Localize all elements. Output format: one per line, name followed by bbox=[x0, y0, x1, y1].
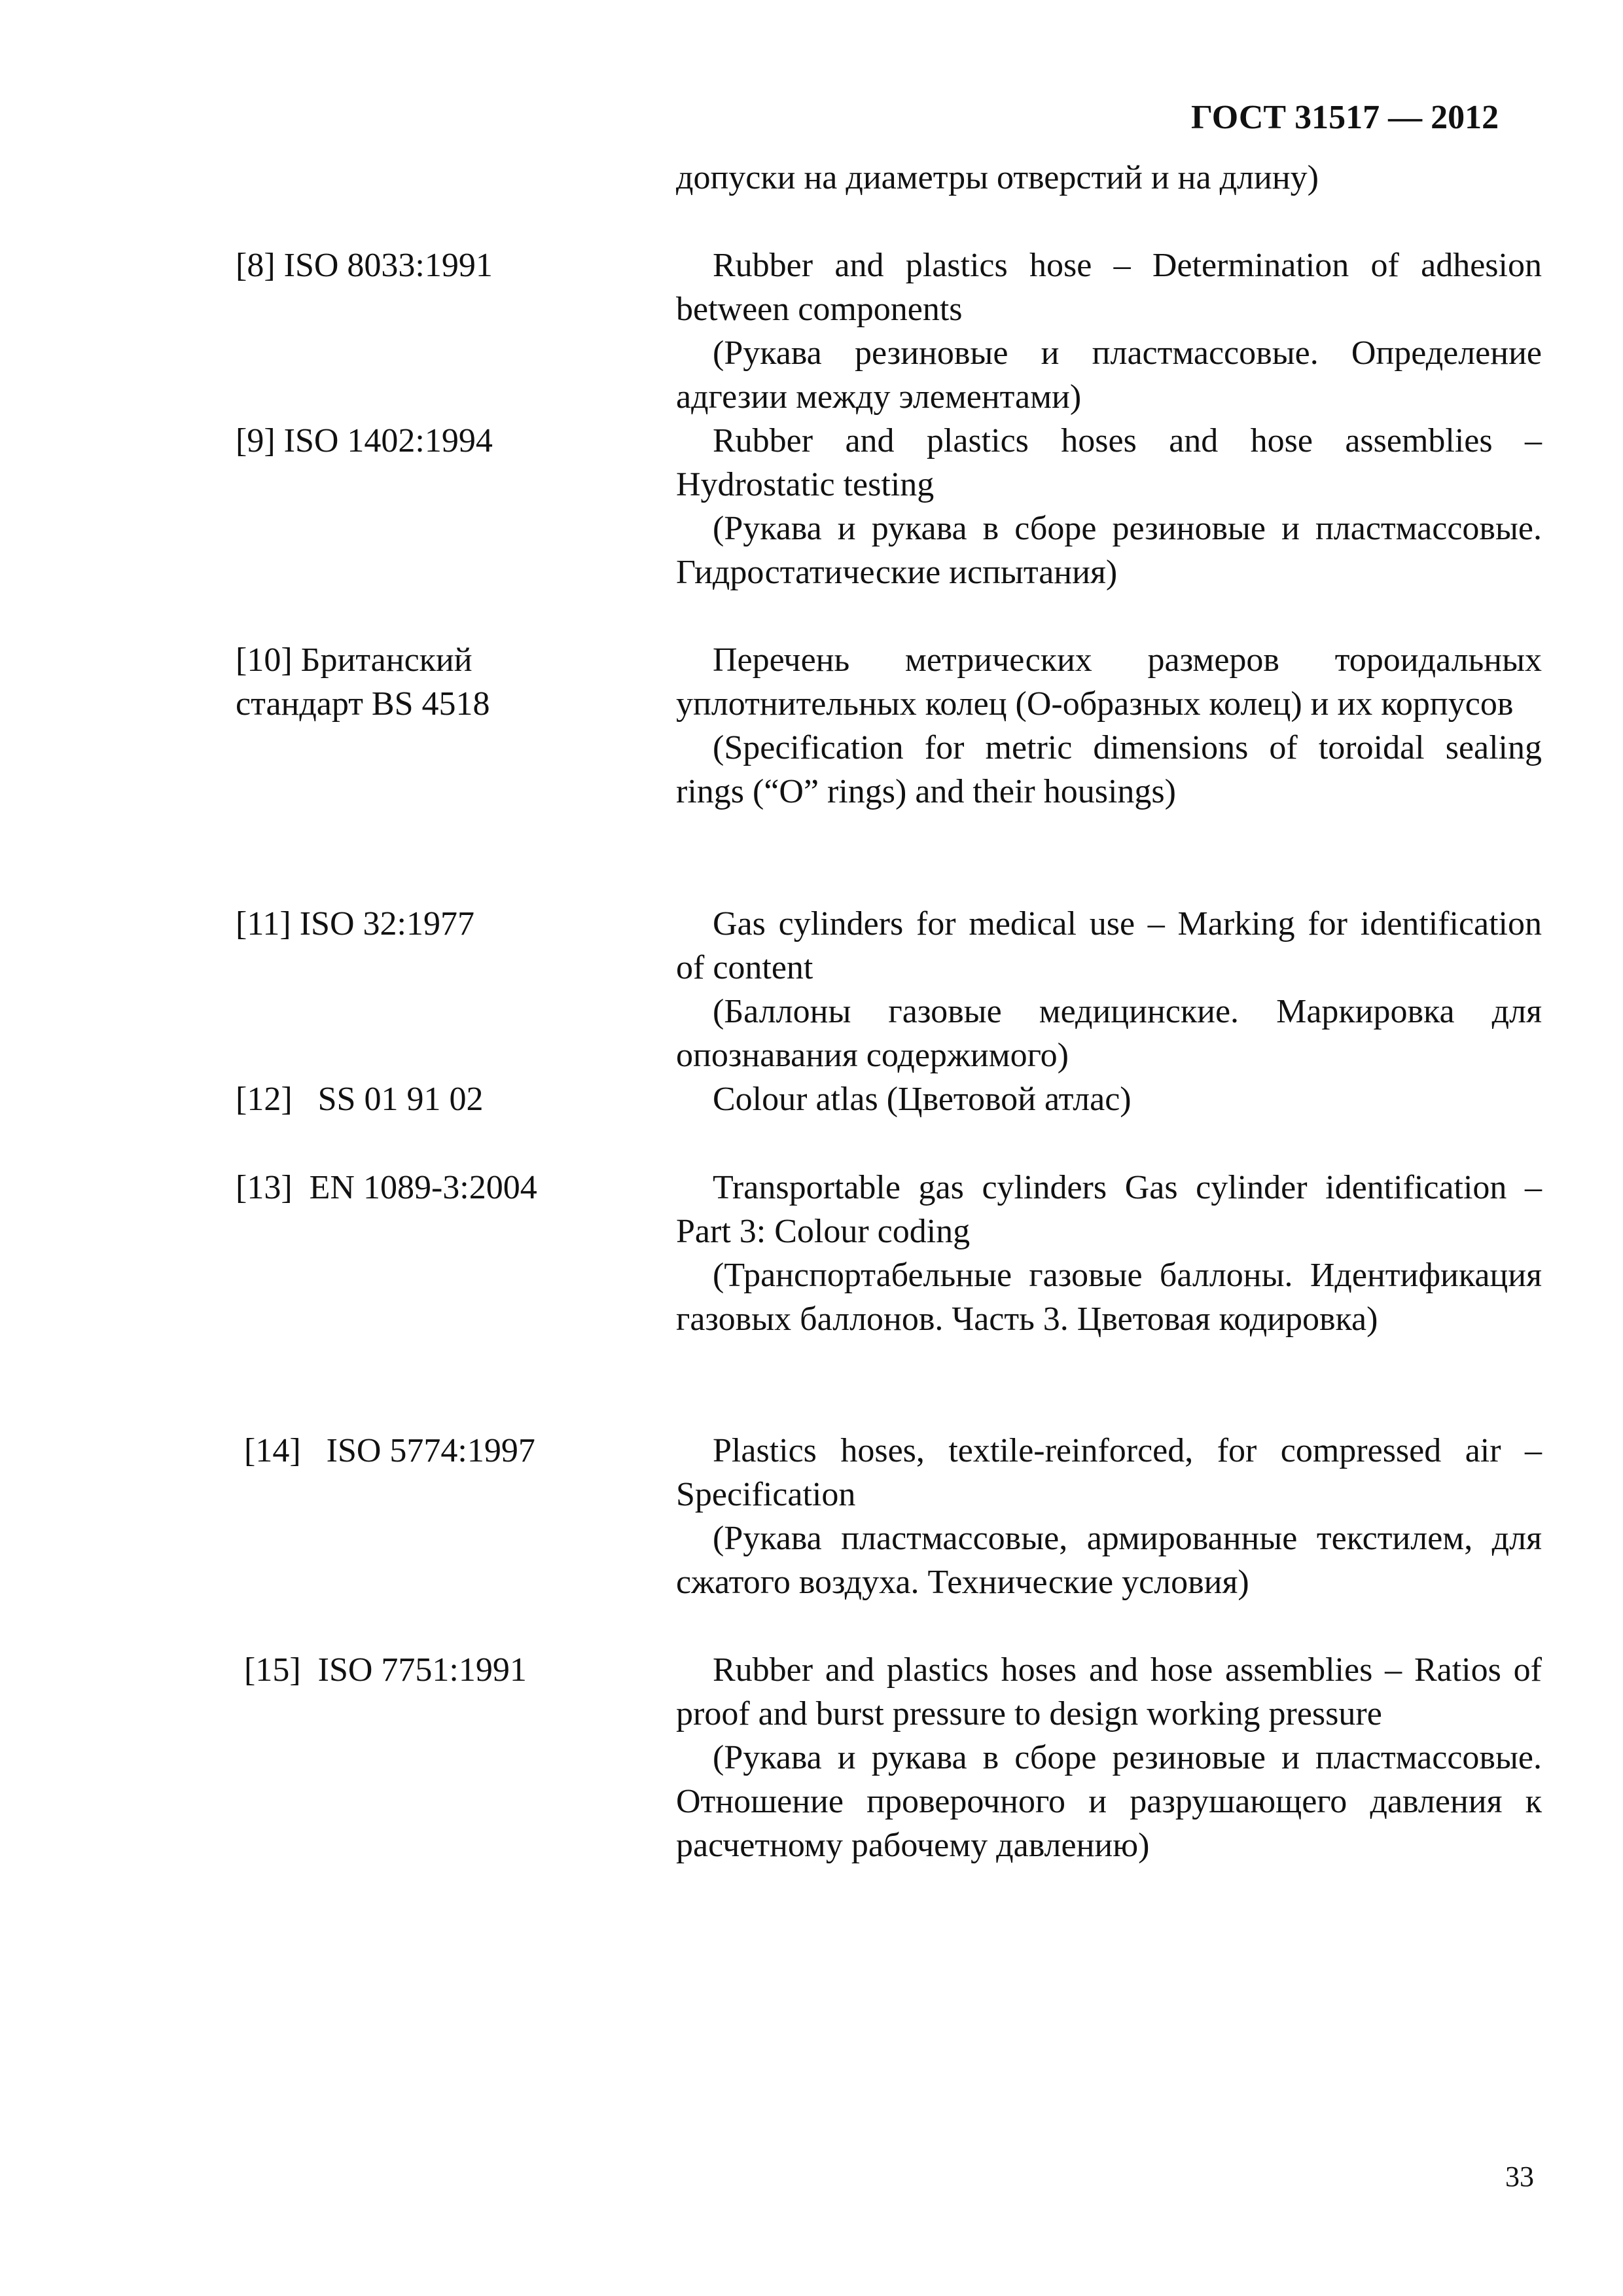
continuation-line: допуски на диаметры отверстий и на длину) bbox=[676, 159, 1319, 196]
reference-description bbox=[676, 1648, 1542, 1867]
document-header: ГОСТ 31517 — 2012 bbox=[1191, 99, 1499, 136]
reference-title-en: Transportable gas cylinders Gas cylinder identification – Part 3: Colour coding bbox=[676, 1169, 1542, 1250]
reference-title-en: Rubber and plastics hose – Determination of adhesion between components bbox=[676, 247, 1542, 328]
reference-description bbox=[676, 1077, 1542, 1121]
reference-title-en: Colour atlas (Цветовой атлас) bbox=[713, 1081, 1132, 1118]
continuation-text bbox=[676, 156, 1542, 200]
reference-id: [9] ISO 1402:1994 bbox=[236, 422, 493, 459]
reference-title-ru: (Рукава резиновые и пластмассовые. Определение адгезии между элементами) bbox=[676, 334, 1542, 416]
reference-id: [11] ISO 32:1977 bbox=[236, 905, 474, 942]
reference-title-ru: (Транспортабельные газовые баллоны. Идентификация газовых баллонов. Часть 3. Цветовая кодировка) bbox=[676, 1257, 1542, 1338]
reference-title-en: Gas cylinders for medical use – Marking for identification of content bbox=[676, 905, 1542, 986]
reference-description bbox=[676, 1166, 1542, 1341]
reference-id: [12] SS 01 91 02 bbox=[236, 1081, 484, 1118]
reference-description bbox=[676, 419, 1542, 594]
reference-title-en: Rubber and plastics hoses and hose assemblies – Ratios of proof and burst pressure to design working pressure bbox=[676, 1651, 1542, 1732]
reference-title-ru: (Баллоны газовые медицинские. Маркировка для опознавания содержимого) bbox=[676, 993, 1542, 1074]
reference-title-en: Rubber and plastics hoses and hose assemblies – Hydrostatic testing bbox=[676, 422, 1542, 503]
reference-description bbox=[676, 902, 1542, 1077]
reference-title-ru: (Рукава и рукава в сборе резиновые и пластмассовые. Гидростатические испытания) bbox=[676, 510, 1542, 591]
reference-description bbox=[676, 638, 1542, 814]
reference-title-ru: (Рукава и рукава в сборе резиновые и пластмассовые. Отношение проверочного и разрушающего давления к расчетному рабочему давлению) bbox=[676, 1739, 1542, 1864]
reference-title-en: (Specification for metric dimensions of toroidal sealing rings (“O” rings) and their housings) bbox=[676, 729, 1542, 810]
reference-id: [15] ISO 7751:1991 bbox=[236, 1651, 527, 1689]
reference-id: [13] EN 1089-3:2004 bbox=[236, 1169, 537, 1206]
reference-description bbox=[676, 1429, 1542, 1604]
page-number: 33 bbox=[1505, 2161, 1534, 2193]
reference-title-en: Plastics hoses, textile-reinforced, for compressed air – Specification bbox=[676, 1432, 1542, 1513]
reference-description bbox=[676, 243, 1542, 419]
reference-id: [8] ISO 8033:1991 bbox=[236, 247, 493, 284]
reference-id: [14] ISO 5774:1997 bbox=[236, 1432, 535, 1469]
reference-title-ru: (Рукава пластмассовые, армированные текстилем, для сжатого воздуха. Технические условия) bbox=[676, 1520, 1542, 1601]
reference-id: [10] Британский стандарт BS 4518 bbox=[236, 641, 490, 723]
reference-title-ru: Перечень метрических размеров тороидальных уплотнительных колец (О-образных колец) и их корпусов bbox=[676, 641, 1542, 723]
